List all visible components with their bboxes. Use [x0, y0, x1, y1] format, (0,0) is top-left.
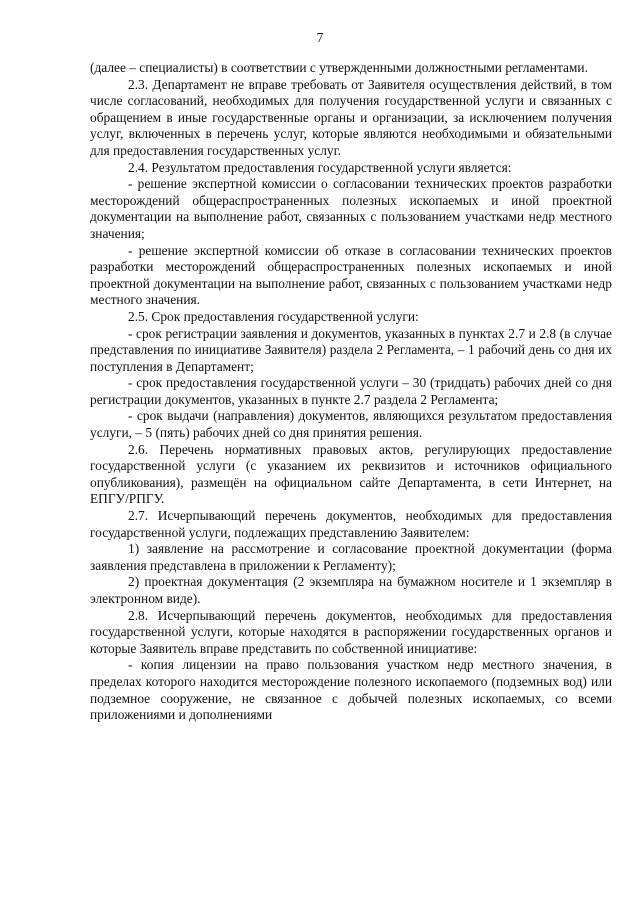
page-number: 7	[316, 30, 324, 45]
paragraph-2-6: 2.6. Перечень нормативных правовых актов, регулирующих предоставление государственной услуги (с указанием их реквизитов и источников официального опубликования), размещён на официальном сайте Департамента, в сети Интернет, на ЕПГУ/РПГУ.	[90, 441, 612, 507]
list-item-service-term: - срок предоставления государственной услуги – 30 (тридцать) рабочих дней со дня регистрации документов, указанных в пункте 2.7 раздела 2 Регламента;	[90, 375, 612, 407]
list-item-approval-decision: - решение экспертной комиссии о согласовании технических проектов разработки месторождений общераспространенных полезных ископаемых и иной проектной документации на выполнение работ, связанных с пользованием участками недр местного значения;	[90, 176, 612, 241]
paragraph-2-5: 2.5. Срок предоставления государственной услуги:	[128, 308, 419, 324]
list-item-application: 1) заявление на рассмотрение и согласование проектной документации (форма заявления представлена в приложении к Регламенту);	[90, 541, 612, 573]
document-body	[90, 60, 612, 724]
paragraph-2-3: 2.3. Департамент не вправе требовать от Заявителя осуществления действий, в том числе согласований, необходимых для получения государственной услуги и связанных с обращением в иные государственные органы и организации, за исключением получения услуг, включенных в перечень услуг, которые являются необходимыми и обязательными для предоставления государственных услуг.	[90, 76, 612, 158]
paragraph-2-4: 2.4. Результатом предоставления государственной услуги является:	[128, 159, 512, 175]
list-item-refusal-decision: - решение экспертной комиссии об отказе в согласовании технических проектов разработки месторождений общераспространенных полезных ископаемых и иной проектной документации на выполнение работ, связанных с пользованием участками недр местного значения.	[90, 242, 612, 308]
paragraph-continuation: (далее – специалисты) в соответствии с утвержденными должностными регламентами.	[90, 60, 588, 75]
paragraph-2-7: 2.7. Исчерпывающий перечень документов, необходимых для предоставления государственной услуги, подлежащих представлению Заявителем:	[90, 508, 612, 540]
list-item-issuance-term: - срок выдачи (направления) документов, являющихся результатом предоставления услуги, – 5 (пять) рабочих дней со дня принятия решения.	[90, 408, 612, 441]
list-item-registration-term: - срок регистрации заявления и документов, указанных в пунктах 2.7 и 2.8 (в случае представления по инициативе Заявителя) раздела 2 Регламента, – 1 рабочий день со дня их поступления в Департамент;	[90, 325, 612, 374]
list-item-license-copy: - копия лицензии на право пользования участком недр местного значения, в пределах которого находится месторождение полезного ископаемого (подземных вод) или подземное сооружение, не связанное с добычей полезных ископаемых, со всеми приложениями и дополнениями	[90, 657, 612, 723]
list-item-project-docs: 2) проектная документация (2 экземпляра на бумажном носителе и 1 экземпляр в электронном виде).	[90, 574, 612, 606]
paragraph-2-8: 2.8. Исчерпывающий перечень документов, необходимых для предоставления государственной услуги, которые находятся в распоряжении государственных органов и которые Заявитель вправе представить по собственной инициативе:	[90, 607, 612, 656]
